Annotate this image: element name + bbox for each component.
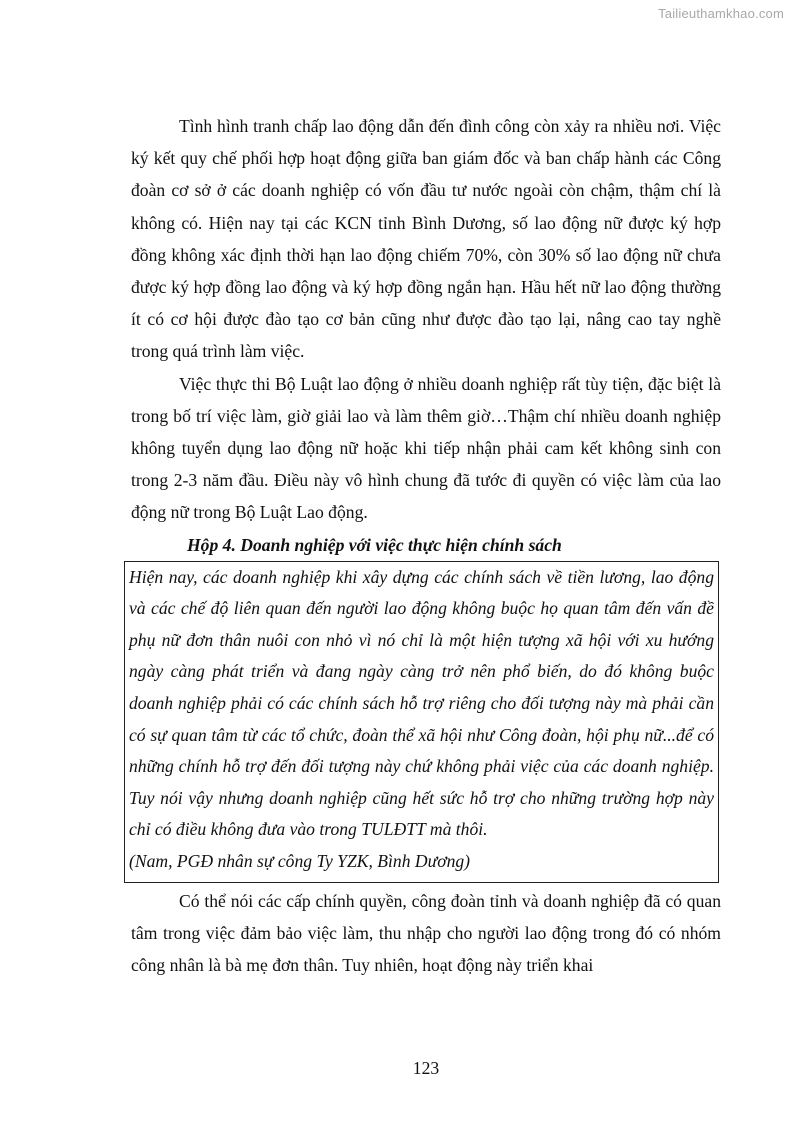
- paragraph-labor-disputes: Tình hình tranh chấp lao động dẫn đến đình công còn xảy ra nhiều nơi. Việc ký kết quy chế phối hợp hoạt động giữa ban giám đốc và ban chấp hành các Công đoàn cơ sở ở các doanh nghiệp có vốn đầu tư nước ngoài còn chậm, thậm chí là không có. Hiện nay tại các KCN tỉnh Bình Dương, số lao động nữ được ký hợp đồng không xác định thời hạn lao động chiếm 70%, còn 30% số lao động nữ chưa được ký hợp đồng lao động và ký hợp đồng ngắn hạn. Hầu hết nữ lao động thường ít có cơ hội được đào tạo cơ bản cũng như được đào tạo lại, nâng cao tay nghề trong quá trình làm việc.: [131, 116, 721, 362]
- box-title: Hộp 4. Doanh nghiệp với việc thực hiện chính sách: [187, 534, 562, 555]
- watermark: Tailieuthamkhao.com: [658, 6, 784, 21]
- page-content: [131, 110, 721, 981]
- page-number: 123: [412, 1058, 440, 1078]
- box-source: (Nam, PGĐ nhân sự công Ty YZK, Bình Dương): [129, 850, 471, 871]
- quote-box: [124, 561, 719, 883]
- box-body: Hiện nay, các doanh nghiệp khi xây dựng các chính sách về tiền lương, lao động và các chế độ liên quan đến người lao động không buộc họ quan tâm đến vấn đề phụ nữ đơn thân nuôi con nhỏ vì nó chỉ là một hiện tượng xã hội với xu hướng ngày càng phát triển và đang ngày càng trở nên phổ biến, do đó không buộc doanh nghiệp phải có các chính sách hỗ trợ riêng cho đối tượng này mà phải cần có sự quan tâm từ các tổ chức, đoàn thể xã hội như Công đoàn, hội phụ nữ...để có những chính hỗ trợ đến đối tượng này chứ không phải việc của các doanh nghiệp. Tuy nói vậy nhưng doanh nghiệp cũng hết sức hỗ trợ cho những trường hợp này chỉ có điều không đưa vào trong TULĐTT mà thôi.: [129, 566, 714, 840]
- paragraph-authorities: Có thể nói các cấp chính quyền, công đoàn tỉnh và doanh nghiệp đã có quan tâm trong việc đảm bảo việc làm, thu nhập cho người lao động trong đó có nhóm công nhân là bà mẹ đơn thân. Tuy nhiên, hoạt động này triển khai: [131, 890, 721, 975]
- paragraph-labor-code: Việc thực thi Bộ Luật lao động ở nhiều doanh nghiệp rất tùy tiện, đặc biệt là trong bố trí việc làm, giờ giải lao và làm thêm giờ…Thậm chí nhiều doanh nghiệp không tuyển dụng lao động nữ hoặc khi tiếp nhận phải cam kết không sinh con trong 2-3 năm đầu. Điều này vô hình chung đã tước đi quyền có việc làm của lao động nữ trong Bộ Luật Lao động.: [131, 373, 721, 523]
